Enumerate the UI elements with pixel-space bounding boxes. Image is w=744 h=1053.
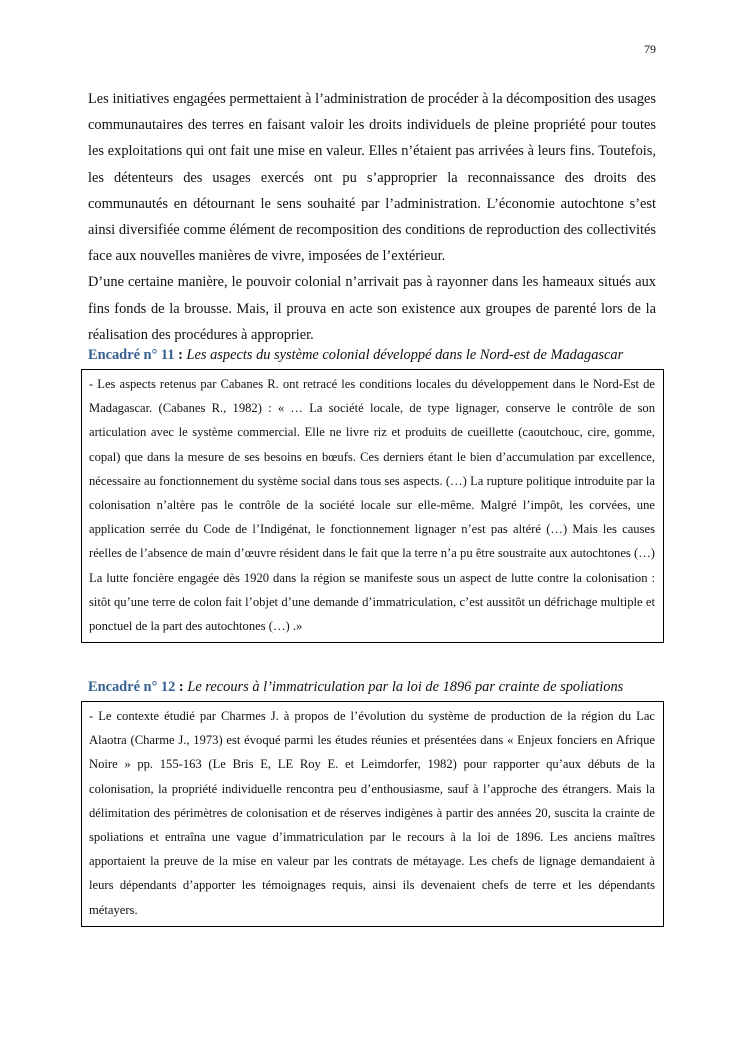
- encadre-12-label: Encadré n° 12: [88, 679, 176, 695]
- encadre-11-label: Encadré n° 11: [88, 347, 175, 363]
- encadre-12-box: [81, 701, 664, 927]
- encadre-11-heading: [88, 345, 668, 365]
- encadre-12-heading: [88, 677, 668, 697]
- paragraph-2: D’une certaine manière, le pouvoir colonial n’arrivait pas à rayonner dans les hameaux situés aux fins fonds de la brousse. Mais, il prouva en acte son existence aux groupes de parenté lors de la réalisation des procédures à approprier.: [88, 274, 656, 343]
- paragraph-1: Les initiatives engagées permettaient à l’administration de procéder à la décomposition des usages communautaires des terres en faisant valoir les droits individuels de pleine propriété pour toutes les exploitations qui ont fait une mise en valeur. Elles n’étaient pas arrivées à leurs fins. Toutefois, les détenteurs des usages exercés ont pu s’approprier la reconnaissance des droits des communautés en détournant le sens souhaité par l’administration. L’économie autochtone s’est ainsi diversifiée comme élément de recomposition des conditions de reproduction des collectivités face aux nouvelles manières de vivre, imposées de l’extérieur.: [88, 91, 656, 265]
- encadre-11-text: - Les aspects retenus par Cabanes R. ont retracé les conditions locales du développement dans le Nord-Est de Madagascar. (Cabanes R., 1982) : « … La société locale, de type lignager, conserve le contrôle de son articulation avec le système commercial. Elle ne livre riz et produits de cueillette (caoutchouc, cire, gomme, copal) que dans la mesure de ses besoins en bœufs. Ces derniers étant le bien d’accumulation par excellence, nécessaire au fonctionnement du système social dans tous ses aspects. (…) La rupture politique introduite par la colonisation n’altère pas le contrôle de la société locale sur elle-même. Malgré l’impôt, les corvées, une application serrée du Code de l’Indigénat, le fonctionnement lignager n’est pas altéré (…) Mais les causes réelles de l’absence de main d’œuvre résident dans le fait que la terre n’a pu être soustraite aux autochtones (…) La lutte foncière engagée dès 1920 dans la région se manifeste sous un aspect de lutte contre la colonisation : sitôt qu’une terre de colon fait l’objet d’une demande d’immatriculation, c’est aussitôt un défrichage multiple et ponctuel de la part des autochtones (…) .»: [89, 377, 655, 634]
- encadre-12-title: Le recours à l’immatriculation par la loi de 1896 par crainte de spoliations: [187, 679, 624, 695]
- encadre-11-colon: :: [174, 347, 187, 363]
- encadre-11-box: [81, 369, 664, 643]
- encadre-12-text: - Le contexte étudié par Charmes J. à propos de l’évolution du système de production de la région du Lac Alaotra (Charme J., 1973) est évoqué parmi les études réunies et présentées dans « Enjeux fonciers en Afrique Noire » pp. 155-163 (Le Bris E, LE Roy E. et Leimdorfer, 1982) pour rapporter qu’aux débuts de la colonisation, la propriété individuelle rencontra peu d’enthousiasme, sauf à l’approche des étrangers. Mais la délimitation des périmètres de colonisation et de réserves indigènes à partir des années 20, suscita la crainte de spoliations et entraîna une vague d’immatriculation par le recours à la loi de 1896. Les anciens maîtres apportaient la preuve de la mise en valeur par les contrats de métayage. Les chefs de lignage demandaient à leurs dépendants d’apporter les témoignages requis, ainsi ils devenaient chefs de terre et les dépendants métayers.: [89, 709, 655, 917]
- encadre-11-title: Les aspects du système colonial développé dans le Nord-est de Madagascar: [186, 347, 624, 363]
- body-text: [88, 86, 656, 348]
- page-number: 79: [644, 42, 656, 56]
- encadre-12-colon: :: [175, 679, 188, 695]
